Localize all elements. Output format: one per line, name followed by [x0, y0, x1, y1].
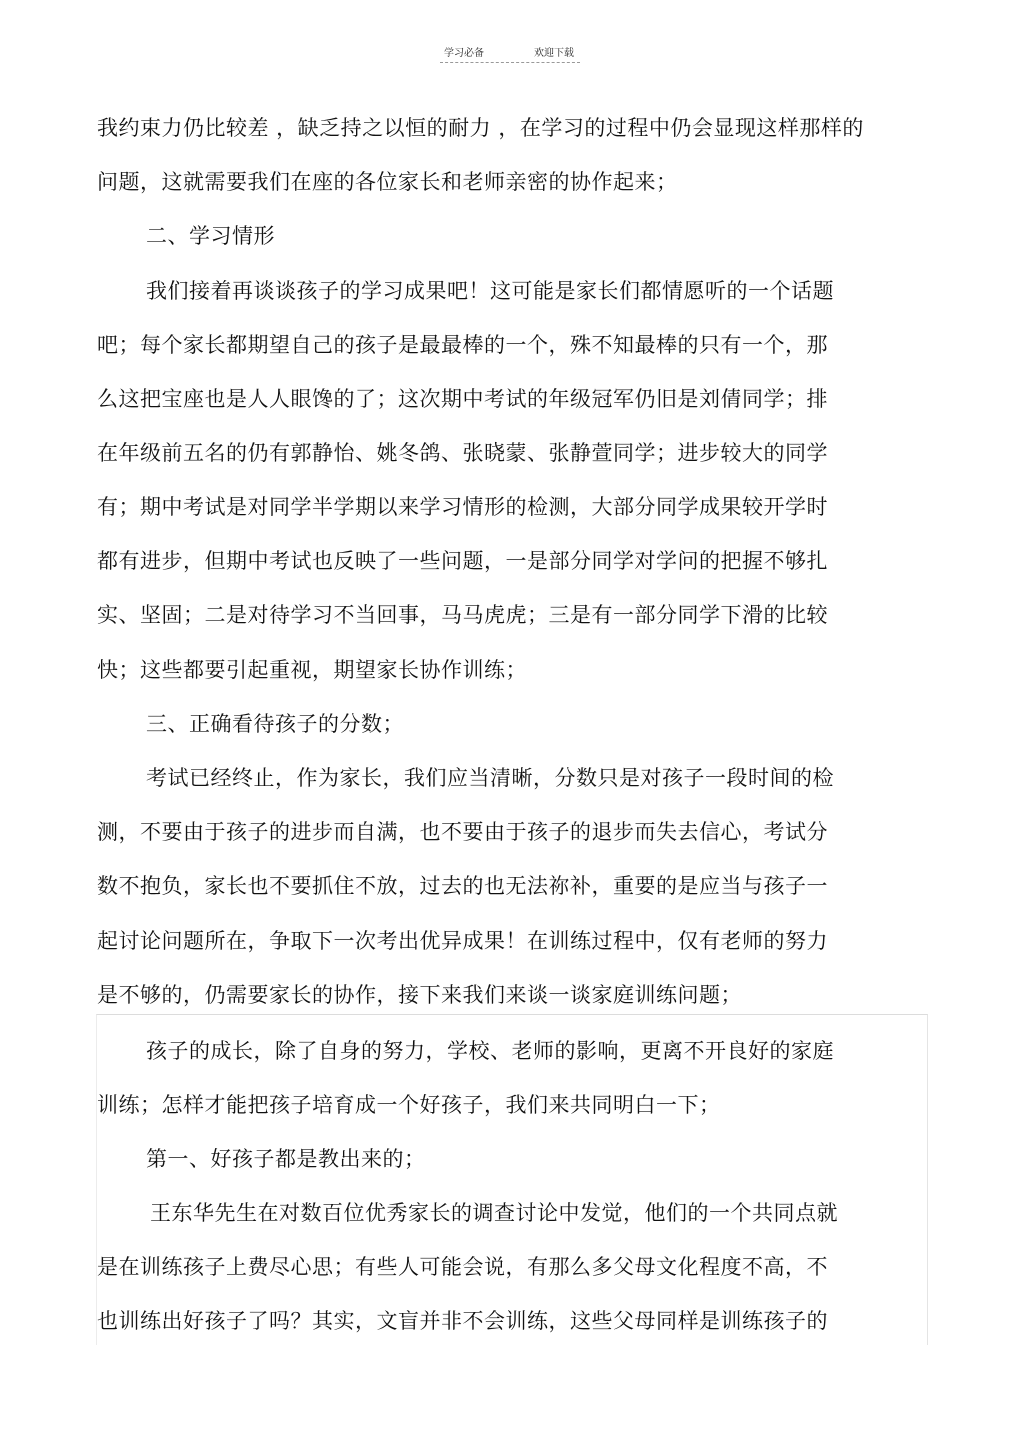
text-line: 是在训练孩子上费尽心思；有些人可能会说，有那么多父母文化程度不高，不 [97, 1255, 828, 1279]
text-line: 实、坚固；二是对待学习不当回事，马马虎虎；三是有一部分同学下滑的比较 [97, 603, 828, 627]
text-line: 数不抱负，家长也不要抓住不放，过去的也无法祢补，重要的是应当与孩子一 [97, 874, 828, 898]
header-left-text: 学习必备 [444, 48, 484, 59]
text-line: 孩子的成长，除了自身的努力，学校、老师的影响，更离不开良好的家庭 [146, 1039, 834, 1063]
text-line: 王东华先生在对数百位优秀家长的调查讨论中发觉，他们的一个共同点就 [150, 1201, 838, 1225]
text-line: 我约束力仍比较差 ，缺乏持之以恒的耐力 ，在学习的过程中仍会显现这样那样的 [97, 116, 864, 140]
text-line: 起讨论问题所在，争取下一次考出优异成果！在训练过程中，仅有老师的努力 [97, 929, 828, 953]
text-line: 是不够的，仍需要家长的协作，接下来我们来谈一谈家庭训练问题； [97, 983, 742, 1007]
text-line: 有；期中考试是对同学半学期以来学习情形的检测，大部分同学成果较开学时 [97, 495, 828, 519]
text-line: 也训练出好孩子了吗？其实，文盲并非不会训练，这些父母同样是训练孩子的 [97, 1309, 828, 1333]
section-heading: 三、正确看待孩子的分数； [146, 712, 404, 736]
text-line: 考试已经终止，作为家长，我们应当清晰，分数只是对孩子一段时间的检 [146, 766, 834, 790]
text-line: 在年级前五名的仍有郭静怡、姚冬鸽、张晓蒙、张静萱同学；进步较大的同学 [97, 441, 828, 465]
header-right-text: 欢迎下载 [534, 48, 574, 59]
section-heading: 二、学习情形 [146, 224, 275, 248]
text-line: 测，不要由于孩子的进步而自满，也不要由于孩子的退步而失去信心，考试分 [97, 820, 828, 844]
text-line: 快；这些都要引起重视，期望家长协作训练； [97, 658, 527, 682]
text-line: 问题，这就需要我们在座的各位家长和老师亲密的协作起来； [97, 170, 678, 194]
text-line: 都有进步，但期中考试也反映了一些问题，一是部分同学对学问的把握不够扎 [97, 549, 828, 573]
text-line: 么这把宝座也是人人眼馋的了；这次期中考试的年级冠军仍旧是刘倩同学；排 [97, 387, 828, 411]
text-line: 我们接着再谈谈孩子的学习成果吧！这可能是家长们都情愿听的一个话题 [146, 279, 834, 303]
text-line: 吧；每个家长都期望自己的孩子是最最棒的一个，殊不知最棒的只有一个，那 [97, 333, 828, 357]
text-line: 训练；怎样才能把孩子培育成一个好孩子，我们来共同明白一下； [97, 1093, 721, 1117]
section-heading: 第一、好孩子都是教出来的； [146, 1147, 426, 1171]
page-header [440, 42, 580, 63]
